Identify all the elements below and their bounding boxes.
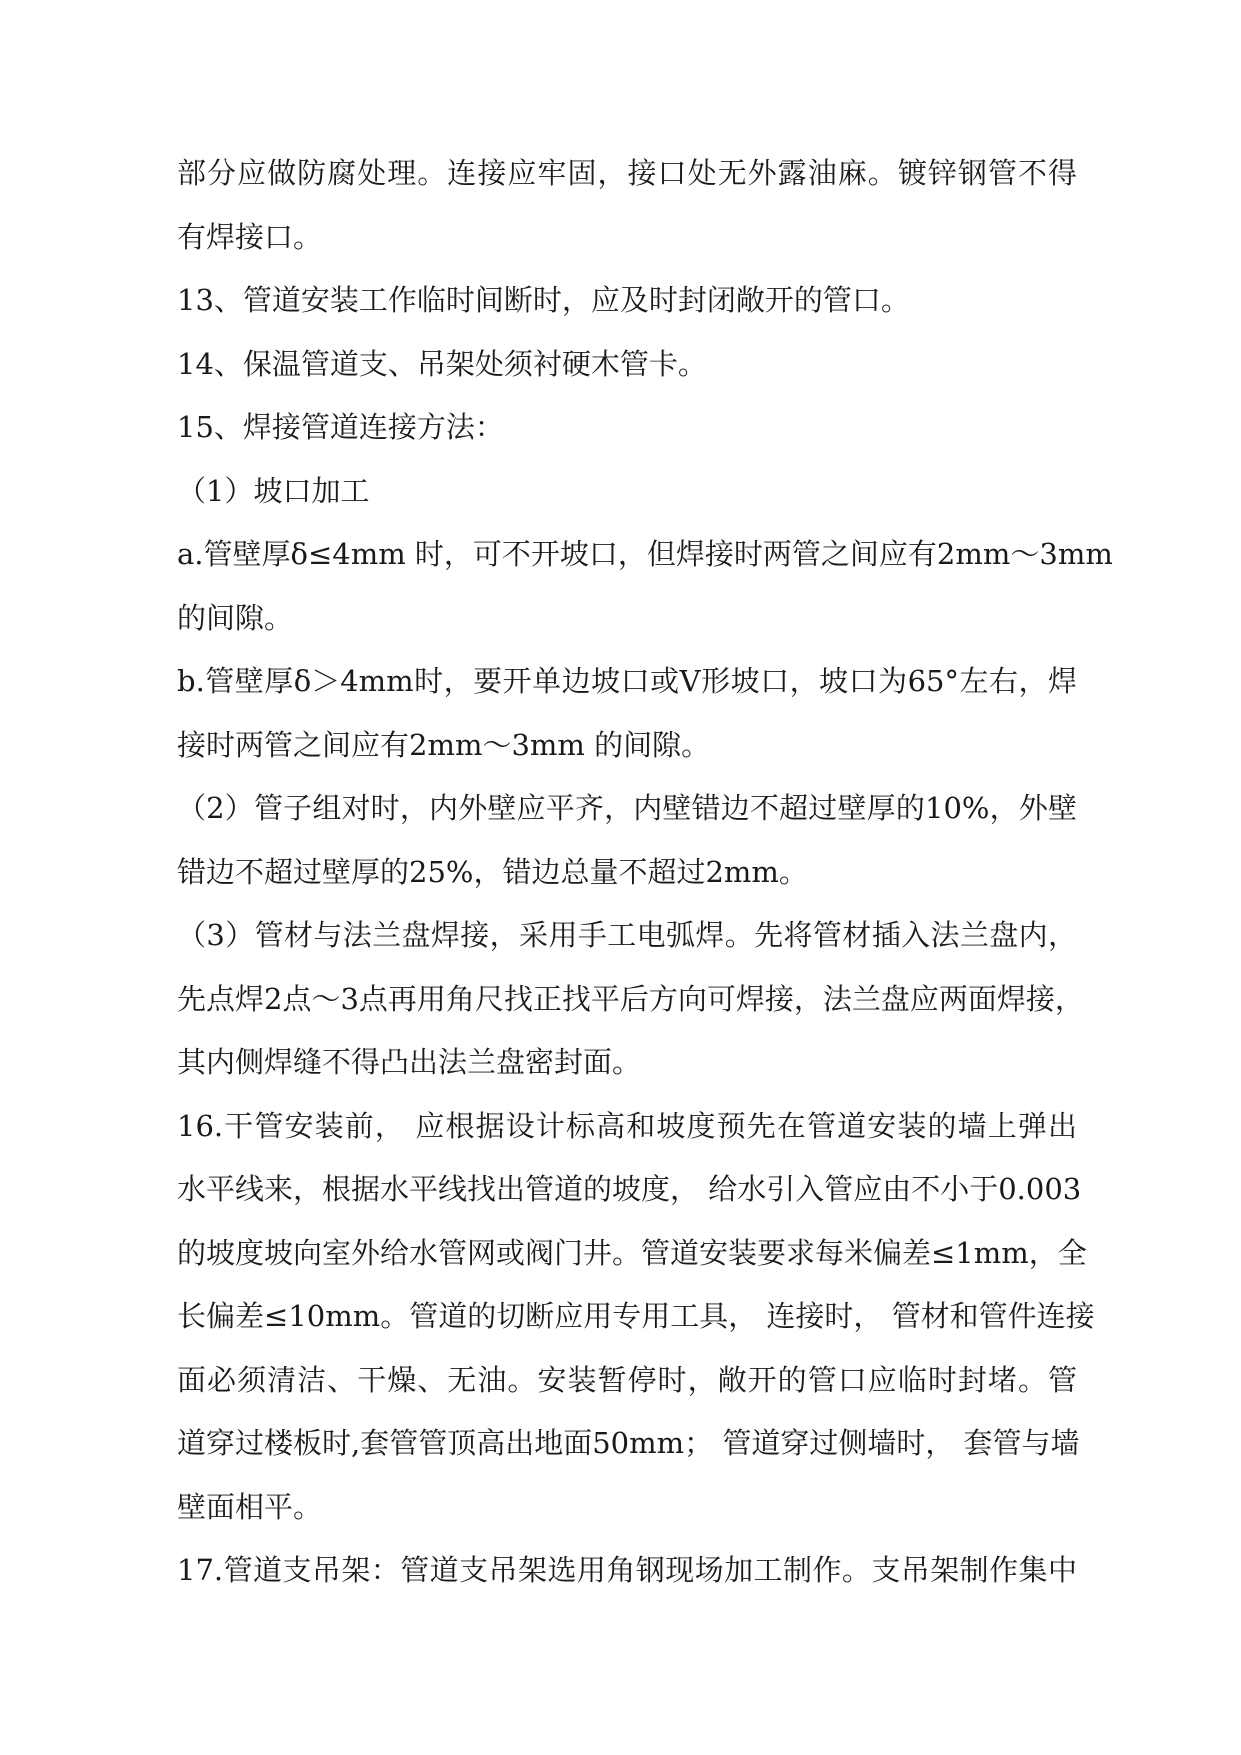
text-line: （1）坡口加工 [177,473,370,508]
text-line: 长偏差≤10mm。管道的切断应用专用工具， 连接时， 管材和管件连接 [177,1299,1095,1333]
text-line: 有焊接口。 [177,219,323,254]
text-line: 接时两管之间应有2mm～3mm 的间隙。 [177,727,711,762]
text-line: （3）管材与法兰盘焊接，采用手工电弧焊。先将管材插入法兰盘内， [177,918,1077,952]
text-line: b.管壁厚δ＞4mm时，要开单边坡口或V形坡口，坡口为65°左右，焊 [177,664,1077,698]
text-line: 先点焊2点～3点再用角尺找正找平后方向可焊接，法兰盘应两面焊接， [177,981,1084,1016]
text-line: 的坡度坡向室外给水管网或阀门井。管道安装要求每米偏差≤1mm，全 [177,1235,1087,1270]
text-line: 道穿过楼板时,套管管顶高出地面50mm； 管道穿过侧墙时， 套管与墙 [177,1426,1080,1460]
text-line: 错边不超过壁厚的25%，错边总量不超过2mm。 [177,854,808,889]
text-line: 壁面相平。 [177,1489,323,1524]
text-line: 部分应做防腐处理。连接应牢固，接口处无外露油麻。镀锌钢管不得 [177,156,1077,190]
text-line: 面必须清洁、干燥、无油。安装暂停时，敞开的管口应临时封堵。管 [177,1362,1077,1397]
text-line: 13、管道安装工作临时间断时，应及时封闭敞开的管口。 [177,283,910,317]
text-line: a.管壁厚δ≤4mm 时，可不开坡口，但焊接时两管之间应有2mm～3mm [177,537,1113,571]
text-line: 其内侧焊缝不得凸出法兰盘密封面。 [177,1045,642,1079]
text-line: 的间隙。 [177,600,294,635]
document-body [177,142,1113,1603]
text-line: 15、焊接管道连接方法： [177,410,504,444]
text-line: 水平线来，根据水平线找出管道的坡度， 给水引入管应由不小于0.003 [177,1172,1082,1206]
text-line: 14、保温管道支、吊架处须衬硬木管卡。 [177,346,707,381]
text-line: （2）管子组对时，内外壁应平齐，内壁错边不超过壁厚的10%，外壁 [177,791,1077,825]
text-line: 16.干管安装前， 应根据设计标高和坡度预先在管道安装的墙上弹出 [177,1108,1077,1143]
text-line: 17.管道支吊架：管道支吊架选用角钢现场加工制作。支吊架制作集中 [177,1553,1077,1587]
